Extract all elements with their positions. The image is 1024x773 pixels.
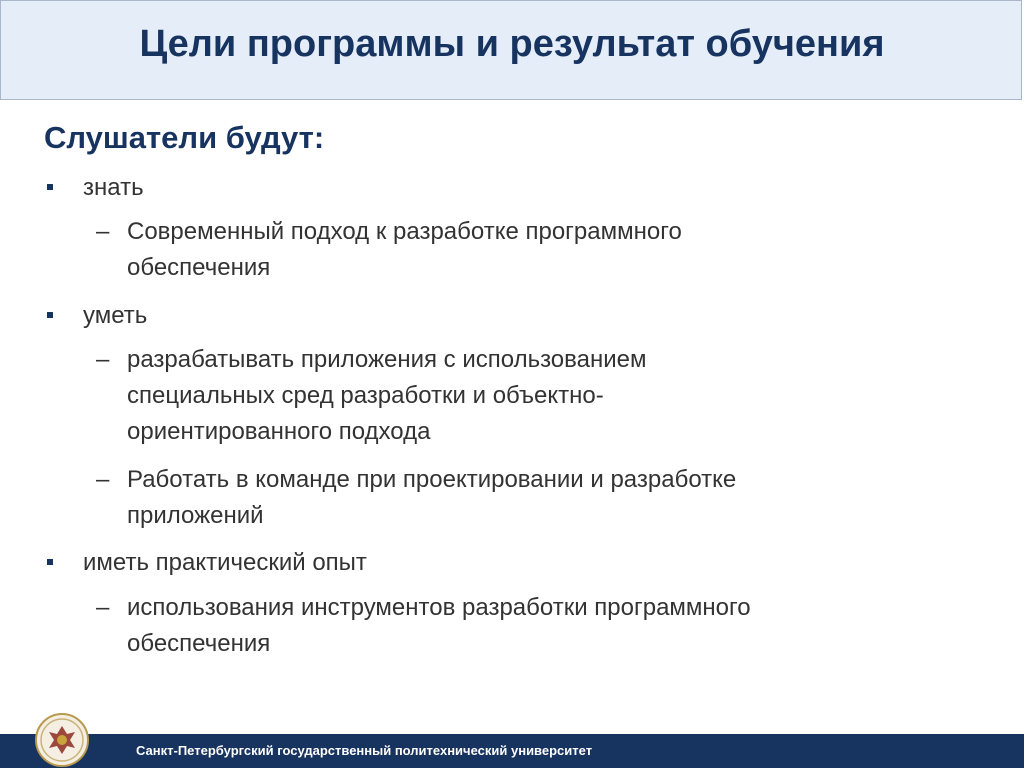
subtitle: Слушатели будут: [44,120,325,155]
bullet-label: знать [83,174,144,201]
sub-item-line: приложений [127,502,264,529]
bullet-label: иметь практический опыт [83,549,367,576]
sub-item-line: обеспечения [127,630,271,657]
dash-marker: – [96,594,110,621]
bullet-label: уметь [83,302,148,329]
sub-item-line: обеспечения [127,254,271,281]
sub-item-line: использования инструментов разработки программного [127,594,751,621]
university-name: Санкт-Петербургский государственный политехнический университет [136,743,593,758]
sub-item-line: специальных сред разработки и объектно- [127,382,604,409]
square-bullet-icon [47,559,53,565]
university-emblem-icon [34,712,90,768]
title-bar [0,0,1022,100]
footer-bar [0,734,1024,768]
dash-marker: – [96,466,110,493]
page-title: Цели программы и результат обучения [139,23,885,65]
square-bullet-icon [47,312,53,318]
sub-item [96,590,956,662]
sub-item-line: разрабатывать приложения с использованием [127,346,647,373]
sub-item-line: Работать в команде при проектировании и разработке [127,466,737,493]
sub-item [96,342,956,450]
dash-marker: – [96,346,110,373]
sub-item [96,214,956,286]
dash-marker: – [96,218,110,245]
sub-item-line: ориентированного подхода [127,418,431,445]
square-bullet-icon [47,184,53,190]
sub-item-line: Современный подход к разработке программного [127,218,682,245]
sub-item [96,462,956,534]
